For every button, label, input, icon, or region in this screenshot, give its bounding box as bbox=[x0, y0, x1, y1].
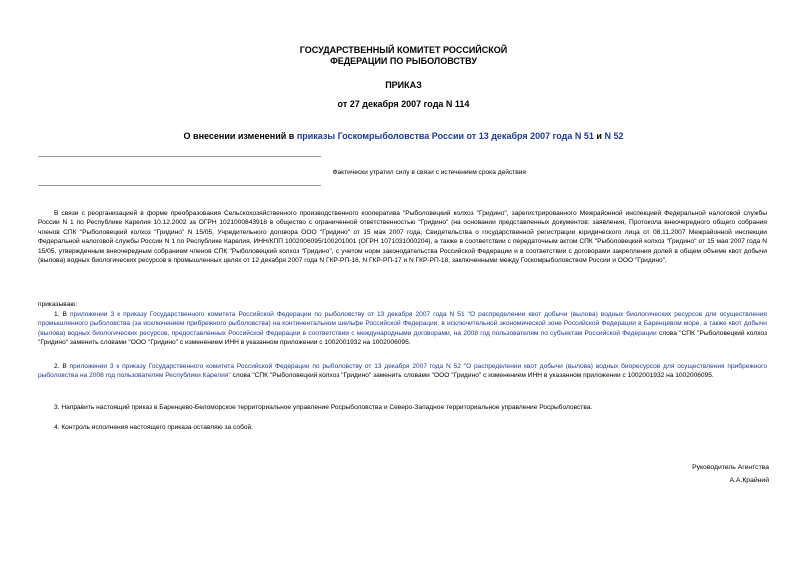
divider-top bbox=[38, 156, 321, 157]
subject-middle: и bbox=[593, 131, 605, 141]
document-subject bbox=[0, 131, 807, 142]
signatory-name: А.А.Крайний bbox=[729, 477, 769, 484]
signatory-title: Руководитель Агентства bbox=[692, 464, 769, 471]
document-date: от 27 декабря 2007 года N 114 bbox=[337, 99, 470, 109]
document-type: ПРИКАЗ bbox=[385, 80, 422, 90]
link-appendix-3-order-51[interactable]: приложении 3 к приказу Государственного комитета Российской Федерации по рыболовству от 13 декабря 2007 года N 51 "О распределении квот добычи (вылова) водных биологических ресурсов для осуществления промышленного рыболовства (за исключением прибрежного рыболовства) на континентальном шельфе Российской Федерации, в исключительной экономической зоне Российской Федерации в Баренцевом море, а также квот добычи (вылова) водных биологических ресурсов, предоставленных Российской Федерации в соответствии с международными договорами, на 2008 год пользователям по субъектам Российской Федерации bbox=[38, 311, 767, 337]
order-item-2-text: слова "СПК "Рыболовецкий колхоз "Гридино" заменить словами "ООО "Гридино" с изменением ИНН в указанном приложении с 1002001932 на 1002006095. bbox=[230, 372, 714, 380]
preamble-paragraph: В связи с реорганизацией в форме преобразования Сельскохозяйственного производственного кооператива "Рыболовецкий колхоз "Гридино", зарегистрированного Межрайонной инспекцией Федеральной налоговой службы России N 1 по Республике Карелия 10.12.2002 за ОГРН 1021000843918 в общество с ограниченной ответственностью "Гридино" (на основании представленных документов: заявления, Протокола внеочередного общего собрания членов СПК "Рыболовецкий колхоз "Гридино" N 15/05, Учредительного договора ООО "Гридино" от 15 мая 2007 года, Свидетельства о государственной регистрации юридического лица от 08.11.2007 Межрайонной инспекции Федеральной налоговой службы России N 1 по Республике Карелия, ИНН/КПП 1002006095/100201001 (ОГРН 1071031000204), а также в соответствии с передаточным актом СПК "Рыболовецкий колхоз "Гридино" от 15 мая 2007 года N 15/05, утвержденным внеочередным собранием членов СПК "Рыболовецкий колхоз "Гридино", с учетом норм законодательства Российской Федерации и в соответствии с договорами закрепления долей в общем объеме квот добычи (вылова) водных биологических ресурсов в промышленных целях от 12 декабря 2007 года N ГКР-РП-16, N ГКР-РП-17 и N ГКР-РП-18, заключенными между Госкомрыболовством России и ООО "Гридино", bbox=[38, 210, 767, 265]
order-item-2-number: 2. В bbox=[54, 363, 70, 370]
order-word: приказываю: bbox=[38, 301, 78, 308]
link-orders-51[interactable]: приказы Госкомрыболовства России от 13 декабря 2007 года N 51 bbox=[296, 131, 594, 141]
order-item-2 bbox=[38, 362, 767, 390]
order-item-4: 4. Контроль исполнения настоящего приказа оставляю за собой. bbox=[54, 424, 254, 431]
order-item-3: 3. Направить настоящий приказ в Баренцево-Беломорское территориальное управление Росрыболовства и Северо-Западное территориальное управление Росрыболовства. bbox=[54, 404, 593, 411]
link-appendix-3-order-52[interactable]: приложении 3 к приказу Государственного комитета Российской Федерации по рыболовству от 13 декабря 2007 года N 52 "О распределении квот добычи (вылова) водных биоресурсов для осуществления прибрежного рыболовства на 2008 год пользователям Республики Карелия" bbox=[38, 363, 767, 380]
issuing-authority-line-1: ГОСУДАРСТВЕННЫЙ КОМИТЕТ РОССИЙСКОЙ bbox=[299, 45, 508, 55]
status-note bbox=[38, 168, 767, 177]
link-order-52[interactable]: N 52 bbox=[604, 131, 624, 141]
subject-prefix: О внесении изменений в bbox=[183, 131, 297, 141]
status-note-text: Фактически утратил силу в связи с истечением срока действия bbox=[332, 169, 526, 176]
divider-bottom bbox=[38, 185, 321, 186]
order-item-1-number: 1. В bbox=[54, 311, 70, 318]
order-item-1 bbox=[38, 310, 767, 348]
issuing-authority bbox=[0, 45, 807, 67]
issuing-authority-line-2: ФЕДЕРАЦИИ ПО РЫБОЛОВСТВУ bbox=[330, 56, 477, 66]
order-item-1-text: слова "СПК "Рыболовецкий колхоз "Гридино" заменить словами "ООО "Гридино" с изменением ИНН в указанном приложении с 1002001932 на 1002006095. bbox=[38, 329, 767, 347]
